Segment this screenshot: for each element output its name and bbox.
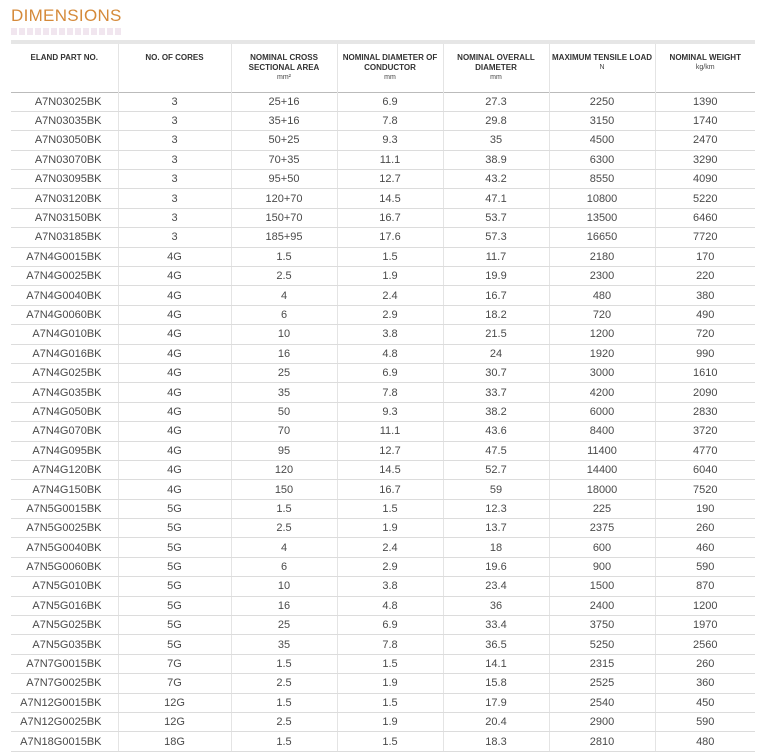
cell-conductor-diameter: 16.7 [337, 208, 443, 227]
table-row [11, 111, 755, 130]
cell-cores: 4G [118, 286, 231, 305]
cell-cores: 4G [118, 363, 231, 382]
table-row [11, 654, 755, 673]
cell-tensile-load: 3750 [549, 616, 655, 635]
cell-weight: 1610 [655, 363, 755, 382]
cell-tensile-load: 8550 [549, 170, 655, 189]
cell-cores: 4G [118, 480, 231, 499]
cell-cross-section: 35 [231, 383, 337, 402]
cell-cores: 4G [118, 325, 231, 344]
cell-part-no: A7N5G0060BK [11, 557, 118, 576]
cell-cores: 5G [118, 557, 231, 576]
cell-overall-diameter: 24 [443, 344, 549, 363]
cell-part-no: A7N03070BK [11, 150, 118, 169]
cell-part-no: A7N5G010BK [11, 577, 118, 596]
cell-conductor-diameter: 9.3 [337, 402, 443, 421]
cell-weight: 2830 [655, 402, 755, 421]
cell-overall-diameter: 47.1 [443, 189, 549, 208]
table-row [11, 538, 755, 557]
cell-cross-section: 1.5 [231, 499, 337, 518]
table-row [11, 363, 755, 382]
cell-part-no: A7N03035BK [11, 111, 118, 130]
header-cross-section [231, 42, 337, 92]
cell-part-no: A7N03185BK [11, 228, 118, 247]
cell-cross-section: 10 [231, 325, 337, 344]
cell-cores: 4G [118, 344, 231, 363]
cell-conductor-diameter: 11.1 [337, 150, 443, 169]
cell-weight: 260 [655, 654, 755, 673]
cell-weight: 380 [655, 286, 755, 305]
cell-overall-diameter: 30.7 [443, 363, 549, 382]
cell-tensile-load: 10800 [549, 189, 655, 208]
cell-overall-diameter: 38.2 [443, 402, 549, 421]
cell-tensile-load: 4500 [549, 131, 655, 150]
cell-part-no: A7N4G050BK [11, 402, 118, 421]
header-unit: kg/km [695, 64, 715, 71]
cell-cross-section: 95 [231, 441, 337, 460]
cell-conductor-diameter: 6.9 [337, 616, 443, 635]
cell-overall-diameter: 35 [443, 131, 549, 150]
cell-overall-diameter: 12.3 [443, 499, 549, 518]
cell-overall-diameter: 36 [443, 596, 549, 615]
cell-cores: 5G [118, 635, 231, 654]
table-row [11, 305, 755, 324]
cell-tensile-load: 2300 [549, 267, 655, 286]
header-unit: N [599, 64, 605, 71]
cell-part-no: A7N12G0015BK [11, 693, 118, 712]
cell-cores: 5G [118, 538, 231, 557]
cell-conductor-diameter: 16.7 [337, 480, 443, 499]
cell-overall-diameter: 53.7 [443, 208, 549, 227]
cell-weight: 170 [655, 247, 755, 266]
table-row [11, 480, 755, 499]
cell-tensile-load: 6300 [549, 150, 655, 169]
cell-weight: 7720 [655, 228, 755, 247]
cell-conductor-diameter: 17.6 [337, 228, 443, 247]
cell-overall-diameter: 19.9 [443, 267, 549, 286]
table-row [11, 325, 755, 344]
cell-weight: 2470 [655, 131, 755, 150]
cell-tensile-load: 2810 [549, 732, 655, 751]
cell-conductor-diameter: 14.5 [337, 189, 443, 208]
cell-tensile-load: 16650 [549, 228, 655, 247]
table-row [11, 208, 755, 227]
cell-overall-diameter: 19.6 [443, 557, 549, 576]
cell-cores: 5G [118, 499, 231, 518]
cell-cores: 7G [118, 674, 231, 693]
cell-overall-diameter: 17.9 [443, 693, 549, 712]
cell-weight: 1390 [655, 92, 755, 111]
cell-tensile-load: 14400 [549, 460, 655, 479]
cell-tensile-load: 225 [549, 499, 655, 518]
header-cores [118, 42, 231, 92]
cell-weight: 3720 [655, 422, 755, 441]
cell-weight: 990 [655, 344, 755, 363]
cell-weight: 720 [655, 325, 755, 344]
header-overall-diameter [443, 42, 549, 92]
cell-cross-section: 120 [231, 460, 337, 479]
cell-weight: 590 [655, 557, 755, 576]
cell-cores: 3 [118, 208, 231, 227]
cell-weight: 1740 [655, 111, 755, 130]
cell-cross-section: 25+16 [231, 92, 337, 111]
cell-cores: 4G [118, 383, 231, 402]
cell-weight: 480 [655, 732, 755, 751]
cell-conductor-diameter: 11.1 [337, 422, 443, 441]
cell-tensile-load: 2375 [549, 519, 655, 538]
cell-weight: 2560 [655, 635, 755, 654]
cell-part-no: A7N4G070BK [11, 422, 118, 441]
cell-cores: 5G [118, 596, 231, 615]
cell-overall-diameter: 16.7 [443, 286, 549, 305]
faded-subtitle-decoration [11, 28, 121, 35]
cell-weight: 870 [655, 577, 755, 596]
header-label: NOMINAL DIAMETER OF CONDUCTOR [342, 53, 438, 72]
cell-part-no: A7N7G0025BK [11, 674, 118, 693]
cell-conductor-diameter: 14.5 [337, 460, 443, 479]
cell-cores: 3 [118, 150, 231, 169]
cell-cross-section: 2.5 [231, 674, 337, 693]
cell-cross-section: 150+70 [231, 208, 337, 227]
cell-cross-section: 16 [231, 344, 337, 363]
cell-conductor-diameter: 7.8 [337, 111, 443, 130]
cell-tensile-load: 6000 [549, 402, 655, 421]
cell-cores: 12G [118, 713, 231, 732]
dimensions-table [11, 40, 755, 752]
cell-tensile-load: 3000 [549, 363, 655, 382]
cell-conductor-diameter: 1.5 [337, 654, 443, 673]
cell-cores: 3 [118, 189, 231, 208]
cell-cores: 4G [118, 460, 231, 479]
cell-conductor-diameter: 1.9 [337, 519, 443, 538]
cell-part-no: A7N4G0015BK [11, 247, 118, 266]
cell-overall-diameter: 18.3 [443, 732, 549, 751]
cell-weight: 5220 [655, 189, 755, 208]
cell-weight: 6460 [655, 208, 755, 227]
cell-cross-section: 185+95 [231, 228, 337, 247]
cell-cores: 3 [118, 92, 231, 111]
cell-overall-diameter: 33.4 [443, 616, 549, 635]
cell-part-no: A7N4G035BK [11, 383, 118, 402]
cell-tensile-load: 600 [549, 538, 655, 557]
cell-overall-diameter: 57.3 [443, 228, 549, 247]
cell-overall-diameter: 11.7 [443, 247, 549, 266]
cell-cross-section: 4 [231, 286, 337, 305]
cell-tensile-load: 1500 [549, 577, 655, 596]
cell-conductor-diameter: 1.5 [337, 247, 443, 266]
table-row [11, 422, 755, 441]
cell-cross-section: 35+16 [231, 111, 337, 130]
header-unit: mm² [277, 74, 291, 81]
cell-tensile-load: 2250 [549, 92, 655, 111]
cell-tensile-load: 1920 [549, 344, 655, 363]
cell-tensile-load: 2180 [549, 247, 655, 266]
cell-part-no: A7N12G0025BK [11, 713, 118, 732]
cell-cross-section: 2.5 [231, 519, 337, 538]
table-row [11, 92, 755, 111]
cell-cores: 4G [118, 441, 231, 460]
cell-conductor-diameter: 2.9 [337, 305, 443, 324]
cell-tensile-load: 5250 [549, 635, 655, 654]
cell-cross-section: 50 [231, 402, 337, 421]
table-row [11, 402, 755, 421]
cell-cores: 5G [118, 519, 231, 538]
cell-overall-diameter: 27.3 [443, 92, 549, 111]
cell-conductor-diameter: 2.9 [337, 557, 443, 576]
cell-conductor-diameter: 3.8 [337, 577, 443, 596]
cell-cores: 4G [118, 402, 231, 421]
cell-conductor-diameter: 7.8 [337, 383, 443, 402]
cell-overall-diameter: 38.9 [443, 150, 549, 169]
cell-cross-section: 1.5 [231, 732, 337, 751]
cell-weight: 4090 [655, 170, 755, 189]
cell-conductor-diameter: 1.5 [337, 499, 443, 518]
cell-weight: 2090 [655, 383, 755, 402]
cell-weight: 1200 [655, 596, 755, 615]
cell-cross-section: 150 [231, 480, 337, 499]
page-title: DIMENSIONS [11, 6, 122, 25]
cell-conductor-diameter: 9.3 [337, 131, 443, 150]
cell-cores: 4G [118, 422, 231, 441]
cell-cores: 5G [118, 616, 231, 635]
header-label: NOMINAL OVERALL DIAMETER [457, 53, 535, 72]
cell-cross-section: 2.5 [231, 713, 337, 732]
cell-cross-section: 16 [231, 596, 337, 615]
cell-overall-diameter: 36.5 [443, 635, 549, 654]
header-label: NOMINAL CROSS SECTIONAL AREA [248, 53, 320, 72]
cell-cross-section: 120+70 [231, 189, 337, 208]
cell-weight: 450 [655, 693, 755, 712]
cell-cross-section: 70+35 [231, 150, 337, 169]
cell-part-no: A7N5G0040BK [11, 538, 118, 557]
cell-weight: 460 [655, 538, 755, 557]
table-row [11, 616, 755, 635]
cell-tensile-load: 1200 [549, 325, 655, 344]
cell-conductor-diameter: 12.7 [337, 441, 443, 460]
cell-part-no: A7N4G0060BK [11, 305, 118, 324]
cell-overall-diameter: 18.2 [443, 305, 549, 324]
cell-cross-section: 95+50 [231, 170, 337, 189]
cell-weight: 190 [655, 499, 755, 518]
table-row [11, 460, 755, 479]
cell-conductor-diameter: 1.5 [337, 732, 443, 751]
cell-cores: 3 [118, 131, 231, 150]
cell-cores: 3 [118, 170, 231, 189]
header-label: MAXIMUM TENSILE LOAD [552, 53, 652, 62]
cell-cores: 3 [118, 228, 231, 247]
cell-overall-diameter: 43.6 [443, 422, 549, 441]
cell-tensile-load: 3150 [549, 111, 655, 130]
cell-overall-diameter: 21.5 [443, 325, 549, 344]
cell-part-no: A7N7G0015BK [11, 654, 118, 673]
header-weight [655, 42, 755, 92]
header-unit: mm [490, 74, 502, 81]
cell-conductor-diameter: 12.7 [337, 170, 443, 189]
cell-overall-diameter: 59 [443, 480, 549, 499]
cell-weight: 590 [655, 713, 755, 732]
cell-overall-diameter: 43.2 [443, 170, 549, 189]
cell-overall-diameter: 23.4 [443, 577, 549, 596]
table-row [11, 170, 755, 189]
cell-weight: 4770 [655, 441, 755, 460]
cell-part-no: A7N03095BK [11, 170, 118, 189]
cell-part-no: A7N4G095BK [11, 441, 118, 460]
table-row [11, 732, 755, 751]
table-row [11, 713, 755, 732]
table-row [11, 383, 755, 402]
cell-part-no: A7N4G150BK [11, 480, 118, 499]
cell-weight: 490 [655, 305, 755, 324]
table-row [11, 131, 755, 150]
table-row [11, 441, 755, 460]
cell-overall-diameter: 29.8 [443, 111, 549, 130]
table-row [11, 344, 755, 363]
cell-tensile-load: 8400 [549, 422, 655, 441]
cell-cross-section: 4 [231, 538, 337, 557]
cell-part-no: A7N4G010BK [11, 325, 118, 344]
cell-overall-diameter: 13.7 [443, 519, 549, 538]
cell-conductor-diameter: 2.4 [337, 538, 443, 557]
cell-overall-diameter: 52.7 [443, 460, 549, 479]
cell-part-no: A7N4G0025BK [11, 267, 118, 286]
cell-weight: 1970 [655, 616, 755, 635]
cell-part-no: A7N5G0015BK [11, 499, 118, 518]
cell-cross-section: 2.5 [231, 267, 337, 286]
table-row [11, 499, 755, 518]
header-label: NO. OF CORES [145, 53, 204, 62]
header-part-no [11, 42, 118, 92]
header-label: ELAND PART NO. [30, 53, 98, 62]
cell-conductor-diameter: 6.9 [337, 363, 443, 382]
cell-part-no: A7N4G025BK [11, 363, 118, 382]
cell-tensile-load: 2900 [549, 713, 655, 732]
cell-cross-section: 10 [231, 577, 337, 596]
cell-conductor-diameter: 1.9 [337, 674, 443, 693]
cell-tensile-load: 2540 [549, 693, 655, 712]
table-body [11, 92, 755, 751]
cell-cross-section: 50+25 [231, 131, 337, 150]
cell-weight: 6040 [655, 460, 755, 479]
table-row [11, 557, 755, 576]
cell-conductor-diameter: 4.8 [337, 344, 443, 363]
cell-cross-section: 6 [231, 557, 337, 576]
cell-cores: 4G [118, 267, 231, 286]
cell-cross-section: 25 [231, 616, 337, 635]
cell-part-no: A7N5G016BK [11, 596, 118, 615]
cell-tensile-load: 480 [549, 286, 655, 305]
table-row [11, 596, 755, 615]
cell-tensile-load: 18000 [549, 480, 655, 499]
cell-tensile-load: 2400 [549, 596, 655, 615]
cell-cross-section: 70 [231, 422, 337, 441]
table-row [11, 189, 755, 208]
cell-cores: 18G [118, 732, 231, 751]
cell-part-no: A7N03025BK [11, 92, 118, 111]
cell-conductor-diameter: 3.8 [337, 325, 443, 344]
cell-tensile-load: 13500 [549, 208, 655, 227]
cell-part-no: A7N5G035BK [11, 635, 118, 654]
cell-weight: 360 [655, 674, 755, 693]
cell-tensile-load: 11400 [549, 441, 655, 460]
cell-cross-section: 25 [231, 363, 337, 382]
cell-conductor-diameter: 6.9 [337, 92, 443, 111]
cell-overall-diameter: 18 [443, 538, 549, 557]
cell-conductor-diameter: 7.8 [337, 635, 443, 654]
cell-conductor-diameter: 1.9 [337, 267, 443, 286]
cell-overall-diameter: 14.1 [443, 654, 549, 673]
table-header [11, 42, 755, 92]
table-row [11, 577, 755, 596]
cell-part-no: A7N4G016BK [11, 344, 118, 363]
cell-cores: 4G [118, 305, 231, 324]
table-row [11, 267, 755, 286]
cell-overall-diameter: 47.5 [443, 441, 549, 460]
cell-part-no: A7N4G120BK [11, 460, 118, 479]
table-row [11, 674, 755, 693]
cell-weight: 220 [655, 267, 755, 286]
cell-part-no: A7N03150BK [11, 208, 118, 227]
cell-tensile-load: 2525 [549, 674, 655, 693]
table-row [11, 228, 755, 247]
cell-cores: 5G [118, 577, 231, 596]
cell-overall-diameter: 20.4 [443, 713, 549, 732]
header-unit: mm [384, 74, 396, 81]
cell-cores: 7G [118, 654, 231, 673]
cell-overall-diameter: 15.8 [443, 674, 549, 693]
header-row [11, 42, 755, 92]
table-row [11, 247, 755, 266]
table-row [11, 150, 755, 169]
cell-cross-section: 1.5 [231, 654, 337, 673]
table-row [11, 519, 755, 538]
cell-conductor-diameter: 1.9 [337, 713, 443, 732]
cell-part-no: A7N5G0025BK [11, 519, 118, 538]
cell-cross-section: 1.5 [231, 247, 337, 266]
cell-tensile-load: 720 [549, 305, 655, 324]
table-row [11, 286, 755, 305]
cell-part-no: A7N4G0040BK [11, 286, 118, 305]
cell-tensile-load: 4200 [549, 383, 655, 402]
cell-weight: 7520 [655, 480, 755, 499]
table-row [11, 635, 755, 654]
cell-overall-diameter: 33.7 [443, 383, 549, 402]
cell-cross-section: 6 [231, 305, 337, 324]
cell-conductor-diameter: 4.8 [337, 596, 443, 615]
header-tensile-load [549, 42, 655, 92]
cell-weight: 3290 [655, 150, 755, 169]
cell-conductor-diameter: 1.5 [337, 693, 443, 712]
cell-part-no: A7N5G025BK [11, 616, 118, 635]
cell-cross-section: 1.5 [231, 693, 337, 712]
cell-tensile-load: 900 [549, 557, 655, 576]
cell-conductor-diameter: 2.4 [337, 286, 443, 305]
cell-cross-section: 35 [231, 635, 337, 654]
cell-part-no: A7N03050BK [11, 131, 118, 150]
header-label: NOMINAL WEIGHT [669, 53, 741, 62]
cell-part-no: A7N03120BK [11, 189, 118, 208]
cell-weight: 260 [655, 519, 755, 538]
cell-tensile-load: 2315 [549, 654, 655, 673]
cell-cores: 12G [118, 693, 231, 712]
cell-cores: 4G [118, 247, 231, 266]
header-conductor-diameter [337, 42, 443, 92]
cell-part-no: A7N18G0015BK [11, 732, 118, 751]
table-row [11, 693, 755, 712]
cell-cores: 3 [118, 111, 231, 130]
